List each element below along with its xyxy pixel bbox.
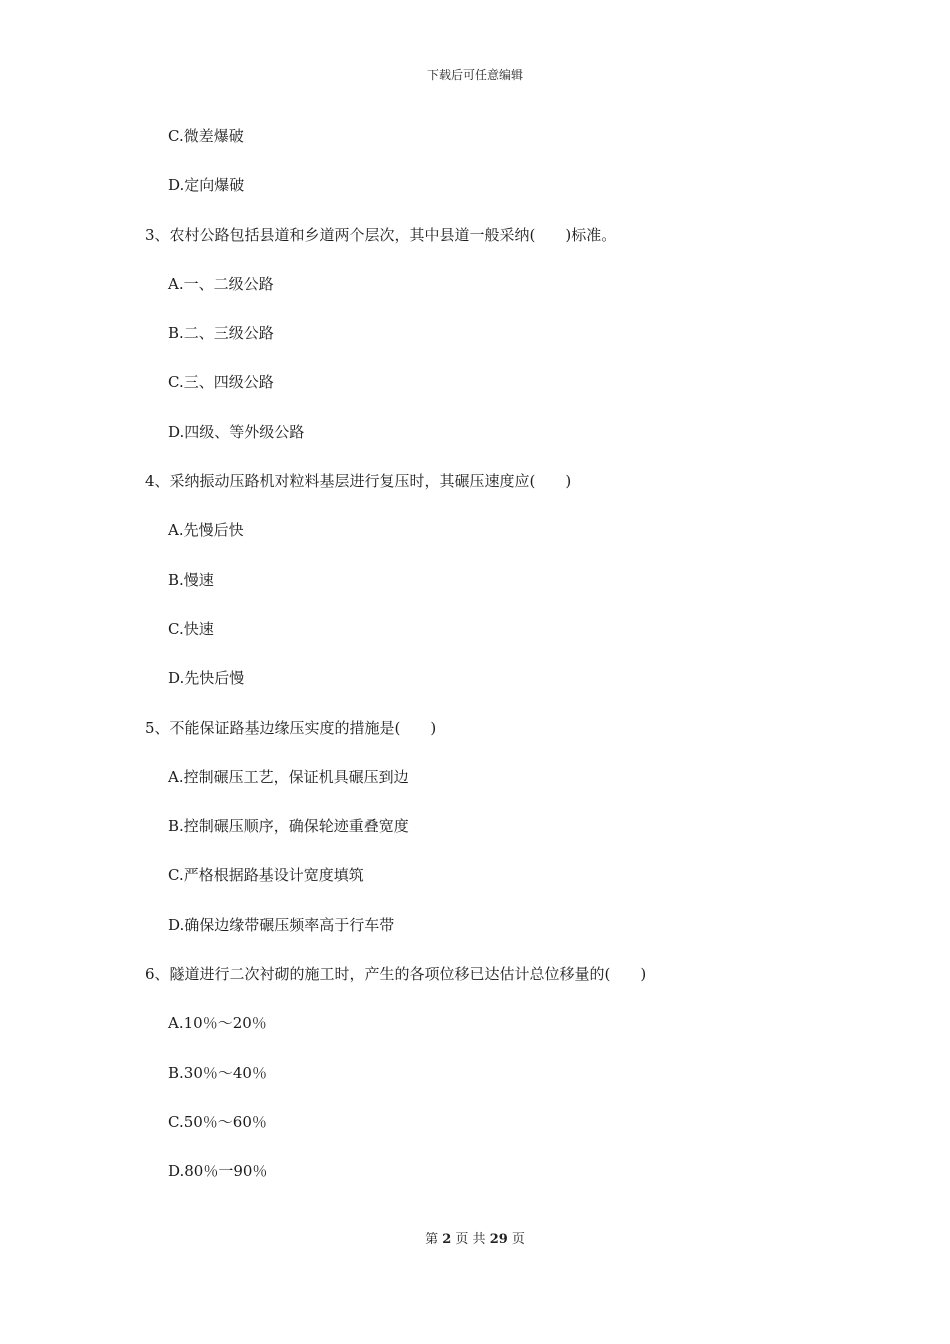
option-c-q3: C.三、四级公路 [168,373,274,392]
footer-suffix: 页 [511,1232,525,1247]
option-a-q5: A.控制碾压工艺，保证机具碾压到边 [168,767,409,786]
option-c-q6: C.50％～60％ [168,1112,267,1131]
question-5: 5、不能保证路基边缘压实度的措施是( ) [145,718,437,737]
page-footer [0,1228,950,1247]
option-c-q4: C.快速 [168,619,214,638]
option-a-q4: A.先慢后快 [168,521,244,540]
option-c-q2: C.微差爆破 [168,127,244,145]
footer-middle: 页 共 [455,1232,486,1247]
footer-page-number: 2 [442,1232,452,1247]
option-d-q3: D.四级、等外级公路 [168,422,305,441]
option-b-q3: B.二、三级公路 [168,324,274,343]
option-a-q6: A.10％～20％ [168,1014,267,1033]
question-6: 6、隧道进行二次衬砌的施工时，产生的各项位移已达估计总位移量的( ) [145,965,647,984]
option-d-q6: D.80％一90％ [168,1162,268,1181]
question-4: 4、采纳振动压路机对粒料基层进行复压时，其碾压速度应( ) [145,472,572,491]
option-a-q3: A.一、二级公路 [168,274,274,293]
footer-prefix: 第 [425,1232,439,1247]
option-d-q5: D.确保边缘带碾压频率高于行车带 [168,915,395,934]
question-list [145,122,845,1207]
option-b-q5: B.控制碾压顺序，确保轮迹重叠宽度 [168,817,409,836]
option-d-q2: D.定向爆破 [168,176,245,195]
option-b-q6: B.30％～40％ [168,1063,267,1082]
option-d-q4: D.先快后慢 [168,669,245,688]
footer-total-pages: 29 [489,1232,508,1247]
option-b-q4: B.慢速 [168,570,214,589]
option-c-q5: C.严格根据路基设计宽度填筑 [168,866,364,885]
header-note: 下载后可任意编辑 [426,68,523,82]
question-3: 3、农村公路包括县道和乡道两个层次，其中县道一般采纳( )标准。 [145,225,617,244]
